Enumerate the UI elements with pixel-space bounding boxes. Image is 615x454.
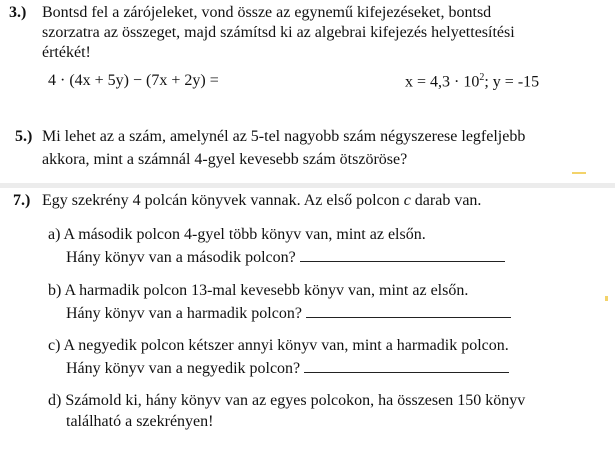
problem-7b-line-1: b) A harmadik polcon 13-mal kevesebb könyv van, mint az elsőn. bbox=[48, 282, 469, 299]
problem-7b-question bbox=[66, 303, 511, 323]
problem-7d-line-2: található a szekrényen! bbox=[66, 413, 214, 430]
intro-text: Egy szekrény 4 polcán könyvek vannak. Az első polcon bbox=[42, 192, 404, 209]
problem-7a-line-1: a) A második polcon 4-gyel több könyv van, mint az elsőn. bbox=[48, 226, 426, 243]
problem-7-intro bbox=[42, 192, 481, 210]
problem-3-line-1: Bontsd fel a zárójeleket, vond össze az egynemű kifejezéseket, bontsd bbox=[42, 4, 492, 21]
answer-blank[interactable] bbox=[300, 247, 505, 262]
question-text: Hány könyv van a harmadik polcon? bbox=[66, 305, 302, 322]
variable-c: c bbox=[403, 192, 411, 209]
question-text: Hány könyv van a negyedik polcon? bbox=[66, 360, 301, 377]
highlight-mark bbox=[605, 296, 608, 301]
intro-text-end: darab van. bbox=[410, 192, 482, 209]
section-divider bbox=[0, 183, 615, 188]
x-value: x = 4,3 · 10 bbox=[405, 73, 480, 91]
problem-5-number: 5.) bbox=[15, 128, 33, 145]
problem-5-line-1: Mi lehet az a szám, amelynél az 5-tel nagyobb szám négyszerese legfeljebb bbox=[42, 128, 526, 145]
highlight-mark bbox=[572, 172, 586, 174]
problem-7a-question bbox=[66, 247, 505, 267]
problem-7-number: 7.) bbox=[13, 192, 31, 209]
problem-3-number: 3.) bbox=[9, 4, 27, 21]
y-value: ; y = -15 bbox=[484, 73, 540, 91]
problem-3-line-3: értékét! bbox=[42, 44, 91, 61]
problem-5-line-2: akkora, mint a számnál 4-gyel kevesebb szám ötszöröse? bbox=[42, 151, 408, 168]
problem-3-line-2: szorzatra az összeget, majd számítsd ki az algebrai kifejezés helyettesítési bbox=[42, 24, 515, 41]
problem-3-expression: 4 · (4x + 5y) − (7x + 2y) = bbox=[48, 72, 219, 89]
problem-7c-line-1: c) A negyedik polcon kétszer annyi könyv van, mint a harmadik polcon. bbox=[48, 337, 509, 354]
problem-3-substitution-values bbox=[405, 72, 539, 91]
problem-7d-line-1: d) Számold ki, hány könyv van az egyes polcokon, ha összesen 150 könyv bbox=[48, 392, 526, 409]
question-text: Hány könyv van a második polcon? bbox=[66, 249, 296, 266]
answer-blank[interactable] bbox=[306, 303, 511, 318]
x-exponent: 2 bbox=[479, 72, 485, 83]
answer-blank[interactable] bbox=[304, 358, 509, 373]
problem-7c-question bbox=[66, 358, 509, 378]
